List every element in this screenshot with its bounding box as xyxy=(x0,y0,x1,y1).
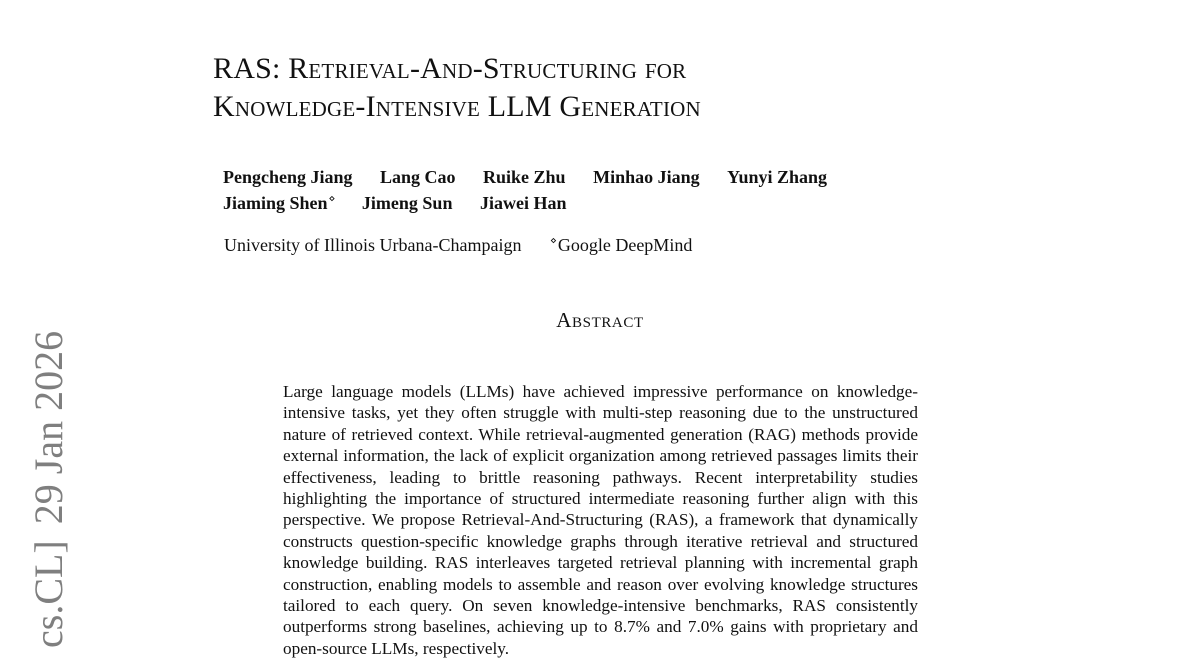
author-name: Minhao Jiang xyxy=(593,167,700,187)
author-row-2 xyxy=(223,188,828,214)
author-name: Jimeng Sun xyxy=(361,193,453,213)
paper-title xyxy=(213,50,701,126)
author-name: Yunyi Zhang xyxy=(727,167,828,187)
affiliation-mark: ⋄ xyxy=(549,235,557,247)
author xyxy=(362,188,454,214)
affiliation xyxy=(223,230,521,256)
author xyxy=(223,188,335,214)
author-affiliation-mark: ⋄ xyxy=(328,193,336,205)
author xyxy=(483,162,567,188)
author-name: Pengcheng Jiang xyxy=(223,167,353,187)
arxiv-date: 29 Jan 2026 xyxy=(26,330,71,525)
author xyxy=(480,188,568,214)
paper-title-line-2: Knowledge-Intensive LLM Generation xyxy=(213,90,701,123)
arxiv-side-stamp xyxy=(26,331,72,648)
author-row-1 xyxy=(223,162,828,188)
author-name: Ruike Zhu xyxy=(483,167,566,187)
author xyxy=(223,162,354,188)
author-name: Jiawei Han xyxy=(479,193,567,213)
affiliation-name: University of Illinois Urbana-Champaign xyxy=(224,235,522,255)
abstract-heading: Abstract xyxy=(556,308,644,332)
paper-title-line-1: RAS: Retrieval-And-Structuring for xyxy=(213,52,687,85)
affiliation xyxy=(550,230,692,256)
author xyxy=(593,162,701,188)
author xyxy=(380,162,457,188)
affiliation-list xyxy=(223,230,692,256)
abstract-text: Large language models (LLMs) have achieved impressive performance on knowledge-intensive tasks, yet they often struggle with multi-step reasoning due to the unstructured nature of retrieved context. While retrieval-augmented generation (RAG) methods provide external information, the lack of explicit organization among retrieved passages limits their effectiveness, leading to brittle reasoning pathways. Recent interpretability studies highlighting the importance of structured intermediate reasoning further align with this perspective. We propose Retrieval-And-Structuring (RAS), a framework that dynamically constructs question-specific knowledge graphs through iterative retrieval and structured knowledge building. RAS interleaves targeted retrieval planning with incremental graph construction, enabling models to assemble and reason over evolving knowledge structures tailored to each query. On seven knowledge-intensive benchmarks, RAS consistently outperforms strong baselines, achieving up to 8.7% and 7.0% gains with proprietary and open-source LLMs, respectively. xyxy=(283,382,918,658)
author-list xyxy=(223,162,828,214)
author-name: Lang Cao xyxy=(380,167,456,187)
affiliation-name: Google DeepMind xyxy=(557,235,693,255)
author-name: Jiaming Shen xyxy=(223,193,328,213)
author xyxy=(727,162,828,188)
arxiv-category: cs.CL] xyxy=(26,540,71,648)
